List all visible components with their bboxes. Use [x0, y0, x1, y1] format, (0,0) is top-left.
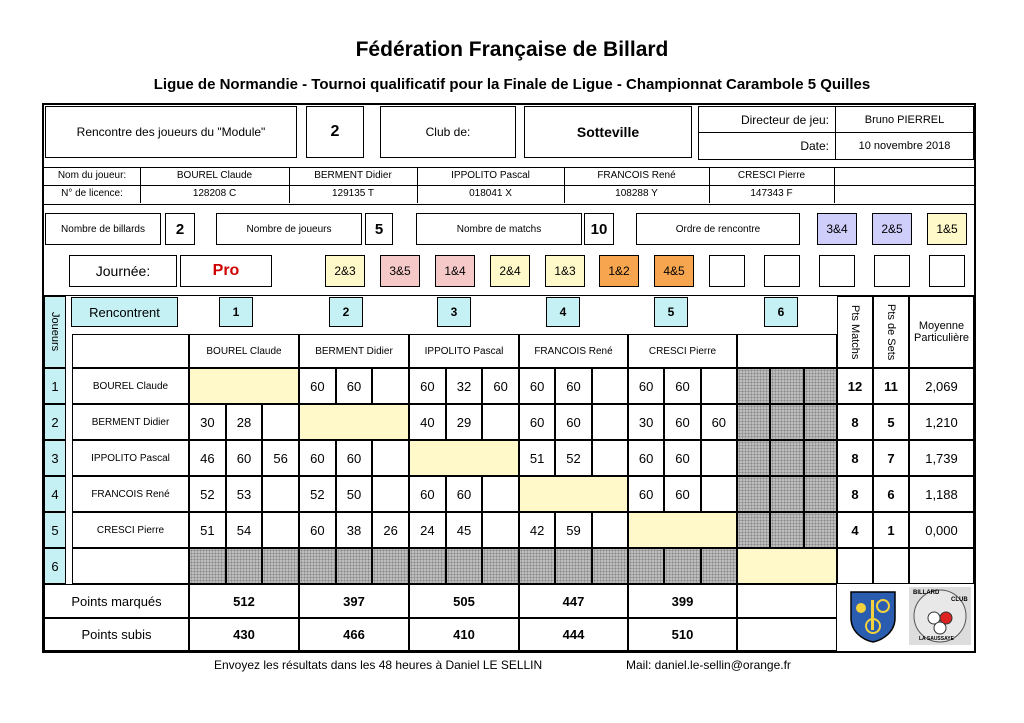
col-number: 3: [437, 297, 471, 327]
unused-cell: [737, 476, 770, 512]
pts-sets-cell: 7: [873, 440, 909, 476]
score-cell: [701, 440, 737, 476]
logo-text: CLUB: [951, 597, 968, 603]
score-cell: 60: [664, 404, 700, 440]
col-number: 5: [654, 297, 688, 327]
score-cell: [299, 548, 336, 584]
score-cell: 60: [628, 440, 664, 476]
joueurs-label: Nombre de joueurs: [216, 213, 362, 245]
points-marques-value: 512: [189, 584, 299, 618]
diagonal-cell: [189, 368, 299, 404]
unused-cell: [737, 368, 770, 404]
pts-sets-header-text: Pts de Sets: [885, 303, 897, 361]
player-licence: 108288 Y: [615, 188, 658, 199]
moyenne-cell: 1,739: [909, 440, 974, 476]
pts-matchs-cell: 8: [837, 476, 873, 512]
unused-cell: [804, 440, 837, 476]
col-number: 1: [219, 297, 253, 327]
unused-cell: [804, 512, 837, 548]
score-cell: [446, 548, 483, 584]
journee-match: 1&4: [435, 255, 475, 287]
score-cell: 45: [446, 512, 483, 548]
pts-sets-cell: 11: [873, 368, 909, 404]
diagonal-cell: [409, 440, 519, 476]
normandie-crest-logo: [841, 587, 905, 645]
results-grid: [44, 295, 974, 651]
col-player-name-empty: [737, 334, 837, 368]
journee-match: 1&3: [545, 255, 585, 287]
billards-label: Nombre de billards: [45, 213, 161, 245]
score-cell: [372, 440, 409, 476]
diagonal-cell: [628, 512, 737, 548]
player-name: FRANCOIS René: [597, 170, 676, 181]
journee-value: Pro: [180, 255, 272, 287]
unused-cell: [770, 476, 803, 512]
pts-sets-cell: 6: [873, 476, 909, 512]
pts-matchs-header: [837, 296, 873, 368]
pts-matchs-cell: 8: [837, 404, 873, 440]
joueurs-count: 5: [365, 213, 393, 245]
score-cell: 60: [446, 476, 483, 512]
score-cell: 30: [628, 404, 664, 440]
score-cell: 46: [189, 440, 226, 476]
journee-match: 2&4: [490, 255, 530, 287]
score-cell: 60: [628, 476, 664, 512]
licence-label: N° de licence:: [61, 188, 123, 199]
name-label: Nom du joueur:: [57, 170, 127, 181]
score-cell: 60: [336, 368, 373, 404]
score-cell: 50: [336, 476, 373, 512]
joueurs-header-text: Joueurs: [49, 312, 61, 352]
row-number: 6: [44, 548, 66, 584]
score-cell: [372, 476, 409, 512]
journee-match: 3&5: [380, 255, 420, 287]
score-cell: [336, 548, 373, 584]
player-licence: 018041 X: [469, 188, 512, 199]
pts-sets-cell: 1: [873, 512, 909, 548]
score-cell: [592, 404, 628, 440]
score-cell: 60: [555, 368, 591, 404]
score-cell: [262, 404, 299, 440]
points-marques-value: 397: [299, 584, 409, 618]
row-player-name: FRANCOIS René: [72, 476, 189, 512]
unused-cell: [770, 404, 803, 440]
journee-empty: [819, 255, 855, 287]
score-cell: 60: [701, 404, 737, 440]
page-title: Fédération Française de Billard: [355, 38, 669, 61]
pts-matchs-cell: 12: [837, 368, 873, 404]
score-cell: 52: [299, 476, 336, 512]
score-cell: 60: [664, 368, 700, 404]
unused-cell: [804, 476, 837, 512]
ordre-label: Ordre de rencontre: [636, 213, 800, 245]
page-subtitle: Ligue de Normandie - Tournoi qualificatif pour la Finale de Ligue - Championnat Carambole 5 Quilles: [153, 76, 871, 93]
player-licence: 129135 T: [331, 188, 375, 199]
score-cell: 60: [299, 512, 336, 548]
score-cell: 51: [189, 512, 226, 548]
date-value: 10 novembre 2018: [835, 133, 973, 159]
score-cell: [189, 548, 226, 584]
score-cell: 40: [409, 404, 446, 440]
score-cell: 60: [519, 404, 555, 440]
logo-text: BILLARD: [913, 590, 940, 596]
unused-cell: [804, 368, 837, 404]
score-cell: [555, 548, 591, 584]
score-cell: 56: [262, 440, 299, 476]
player-name: BOUREL Claude: [176, 170, 253, 181]
points-marques-empty: [737, 584, 837, 618]
score-cell: 52: [555, 440, 591, 476]
col-number: 4: [546, 297, 580, 327]
score-cell: 60: [664, 440, 700, 476]
col-player-name: FRANCOIS René: [519, 334, 628, 368]
score-cell: [226, 548, 263, 584]
matchs-count: 10: [584, 213, 614, 245]
score-cell: 28: [226, 404, 263, 440]
score-cell: [262, 512, 299, 548]
points-subis-value: 430: [189, 618, 299, 651]
moyenne-header: Moyenne Particulière: [909, 296, 974, 368]
score-cell: [482, 548, 519, 584]
unused-cell: [804, 404, 837, 440]
score-cell: [592, 548, 628, 584]
col-player-name: BERMENT Didier: [299, 334, 409, 368]
player-rows: [44, 368, 974, 584]
score-cell: 26: [372, 512, 409, 548]
col-number: 6: [764, 297, 798, 327]
moyenne-cell: 2,069: [909, 368, 974, 404]
row-player-name: IPPOLITO Pascal: [72, 440, 189, 476]
row-player-name: BOUREL Claude: [72, 368, 189, 404]
col-player-name: CRESCI Pierre: [628, 334, 737, 368]
player-name: CRESCI Pierre: [737, 170, 806, 181]
journee-empty: [709, 255, 745, 287]
row-player-name: CRESCI Pierre: [72, 512, 189, 548]
journee-match: 2&3: [325, 255, 365, 287]
score-cell: 60: [336, 440, 373, 476]
diagonal-cell: [299, 404, 409, 440]
score-cell: [701, 548, 737, 584]
score-cell: [592, 368, 628, 404]
points-subis-value: 410: [409, 618, 519, 651]
points-subis-label: Points subis: [44, 618, 189, 651]
score-cell: [701, 476, 737, 512]
club-name: Sotteville: [524, 106, 692, 158]
score-cell: 54: [226, 512, 263, 548]
journee-match: 4&5: [654, 255, 694, 287]
pts-matchs-cell: [837, 548, 873, 584]
player-name: BERMENT Didier: [314, 170, 392, 181]
unused-cell: [737, 440, 770, 476]
score-cell: [262, 548, 299, 584]
logo-text: LA SAUSSAYE: [919, 636, 954, 642]
score-cell: [519, 548, 555, 584]
pts-sets-header: [873, 296, 909, 368]
diagonal-cell: [519, 476, 628, 512]
points-subis-value: 444: [519, 618, 628, 651]
club-label: Club de:: [380, 106, 516, 158]
score-cell: [592, 512, 628, 548]
journee-match: 1&2: [599, 255, 639, 287]
names-corner: [72, 334, 189, 368]
module-number: 2: [306, 106, 364, 158]
score-cell: 60: [555, 404, 591, 440]
unused-cell: [737, 404, 770, 440]
score-cell: [628, 548, 664, 584]
directeur-block: [698, 106, 974, 160]
pts-sets-cell: [873, 548, 909, 584]
score-cell: 29: [446, 404, 483, 440]
points-subis-value: 466: [299, 618, 409, 651]
score-cell: 60: [482, 368, 519, 404]
billards-count: 2: [165, 213, 195, 245]
moyenne-cell: 0,000: [909, 512, 974, 548]
points-subis-value: 510: [628, 618, 737, 651]
moyenne-cell: 1,210: [909, 404, 974, 440]
score-cell: 60: [409, 476, 446, 512]
row-number: 5: [44, 512, 66, 548]
pts-matchs-header-text: Pts Matchs: [849, 304, 861, 360]
points-marques-value: 399: [628, 584, 737, 618]
row-number: 4: [44, 476, 66, 512]
score-cell: [372, 368, 409, 404]
score-cell: [262, 476, 299, 512]
billard-club-logo: [909, 587, 971, 645]
score-cell: 52: [189, 476, 226, 512]
score-cell: [482, 404, 519, 440]
player-licence: 147343 F: [750, 188, 793, 199]
date-label: Date:: [800, 139, 829, 153]
col-player-name: BOUREL Claude: [189, 334, 299, 368]
journee-empty: [874, 255, 910, 287]
score-cell: [482, 476, 519, 512]
points-subis-empty: [737, 618, 837, 651]
score-cell: 60: [409, 368, 446, 404]
footer-mail: Mail: daniel.le-sellin@orange.fr: [626, 658, 791, 672]
score-cell: 38: [336, 512, 373, 548]
joueurs-header: [44, 296, 66, 368]
row-player-name: [72, 548, 189, 584]
score-cell: 24: [409, 512, 446, 548]
directeur-label: Directeur de jeu:: [699, 107, 835, 133]
score-cell: 53: [226, 476, 263, 512]
pts-matchs-cell: 8: [837, 440, 873, 476]
pts-sets-cell: 5: [873, 404, 909, 440]
row-number: 1: [44, 368, 66, 404]
unused-cell: [770, 440, 803, 476]
score-cell: 42: [519, 512, 555, 548]
score-cell: 60: [664, 476, 700, 512]
directeur-name: Bruno PIERREL: [835, 107, 973, 133]
unused-cell: [770, 512, 803, 548]
score-cell: 60: [628, 368, 664, 404]
score-cell: [701, 368, 737, 404]
score-cell: 51: [519, 440, 555, 476]
diagonal-cell: [737, 548, 837, 584]
col-player-name: IPPOLITO Pascal: [409, 334, 519, 368]
score-cell: 59: [555, 512, 591, 548]
journee-label: Journée:: [69, 255, 177, 287]
row-number: 2: [44, 404, 66, 440]
footer-instruction: Envoyez les résultats dans les 48 heures à Daniel LE SELLIN: [214, 658, 543, 672]
pts-matchs-cell: 4: [837, 512, 873, 548]
moyenne-cell: [909, 548, 974, 584]
rencontre-label: Rencontre des joueurs du "Module": [45, 106, 297, 158]
col-number: 2: [329, 297, 363, 327]
score-cell: [372, 548, 409, 584]
score-cell: 60: [519, 368, 555, 404]
rencontrent-label: Rencontrent: [71, 297, 178, 327]
score-cell: 60: [226, 440, 263, 476]
journee-empty: [764, 255, 800, 287]
score-cell: [409, 548, 446, 584]
matchs-label: Nombre de matchs: [416, 213, 582, 245]
score-cell: [482, 512, 519, 548]
unused-cell: [770, 368, 803, 404]
players-info-table: [44, 167, 974, 205]
ordre-item: 1&5: [927, 213, 967, 245]
player-name: IPPOLITO Pascal: [451, 170, 530, 181]
ordre-item: 2&5: [872, 213, 912, 245]
points-marques-value: 447: [519, 584, 628, 618]
moyenne-cell: 1,188: [909, 476, 974, 512]
row-number: 3: [44, 440, 66, 476]
score-cell: 60: [299, 440, 336, 476]
player-licence: 128208 C: [192, 188, 237, 199]
unused-cell: [737, 512, 770, 548]
points-marques-label: Points marqués: [44, 584, 189, 618]
score-cell: 32: [446, 368, 483, 404]
score-cell: 30: [189, 404, 226, 440]
row-player-name: BERMENT Didier: [72, 404, 189, 440]
ordre-item: 3&4: [817, 213, 857, 245]
points-marques-value: 505: [409, 584, 519, 618]
score-cell: [664, 548, 700, 584]
score-cell: 60: [299, 368, 336, 404]
journee-empty: [929, 255, 965, 287]
score-cell: [592, 440, 628, 476]
